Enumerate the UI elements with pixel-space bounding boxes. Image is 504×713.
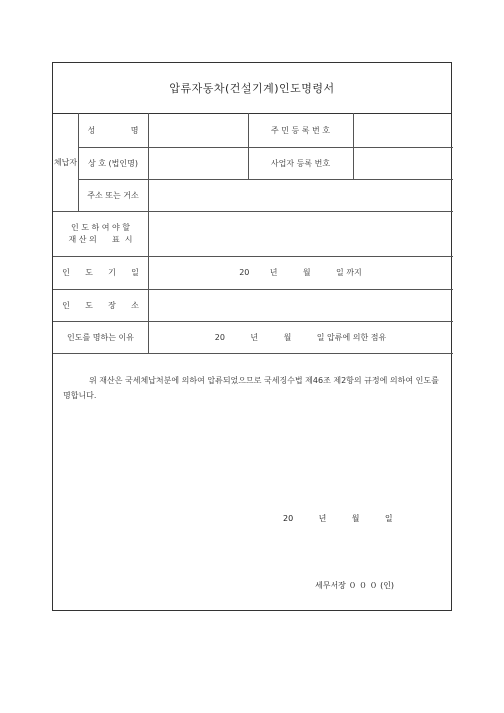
company-label: 상 호 (법인명): [88, 158, 138, 168]
company-field[interactable]: [148, 147, 248, 179]
delivery-place-field[interactable]: [148, 289, 453, 321]
signature: 세무서장 ０ ０ ０ (인): [315, 581, 395, 590]
reason-label: 인도를 명하는 이유: [67, 332, 134, 342]
name-label: 성 명: [87, 125, 139, 135]
name-field[interactable]: [148, 113, 248, 147]
delivery-place-label: 인 도 장 소: [62, 300, 139, 310]
sign-date: 20 년 월 일: [283, 514, 393, 523]
property-label: [53, 211, 148, 256]
property-field[interactable]: [148, 211, 453, 256]
brn-label: 사업자 등록 번호: [270, 158, 331, 168]
order-body-text: 위 재산은 국세체납처분에 의하여 압류되었으므로 국세징수법 제46조 제2항의 규정에 의하여 인도를 명합니다.: [63, 376, 439, 400]
rrn-label: 주 민 등 록 번 호: [270, 125, 331, 135]
reason-value: 20 년 월 일 압류에 의한 점유: [214, 332, 387, 342]
form-title: 압류자동차(건설기계)인도명령서: [53, 63, 451, 114]
address-label: 주소 또는 거소: [87, 190, 139, 200]
rrn-field[interactable]: [353, 113, 453, 147]
delivery-date-label: 인 도 기 일: [62, 268, 139, 277]
property-label-line1: 인 도 하 여 야 할: [70, 222, 131, 232]
order-form: [52, 62, 452, 611]
delivery-date-value: 20 년 월 일 까지: [239, 268, 362, 277]
address-field[interactable]: [148, 179, 453, 211]
brn-field[interactable]: [353, 147, 453, 179]
debtor-group-label: 체납자: [53, 157, 78, 167]
row-divider: [53, 353, 453, 354]
property-label-line2: 재 산 의 표 시: [68, 234, 133, 244]
